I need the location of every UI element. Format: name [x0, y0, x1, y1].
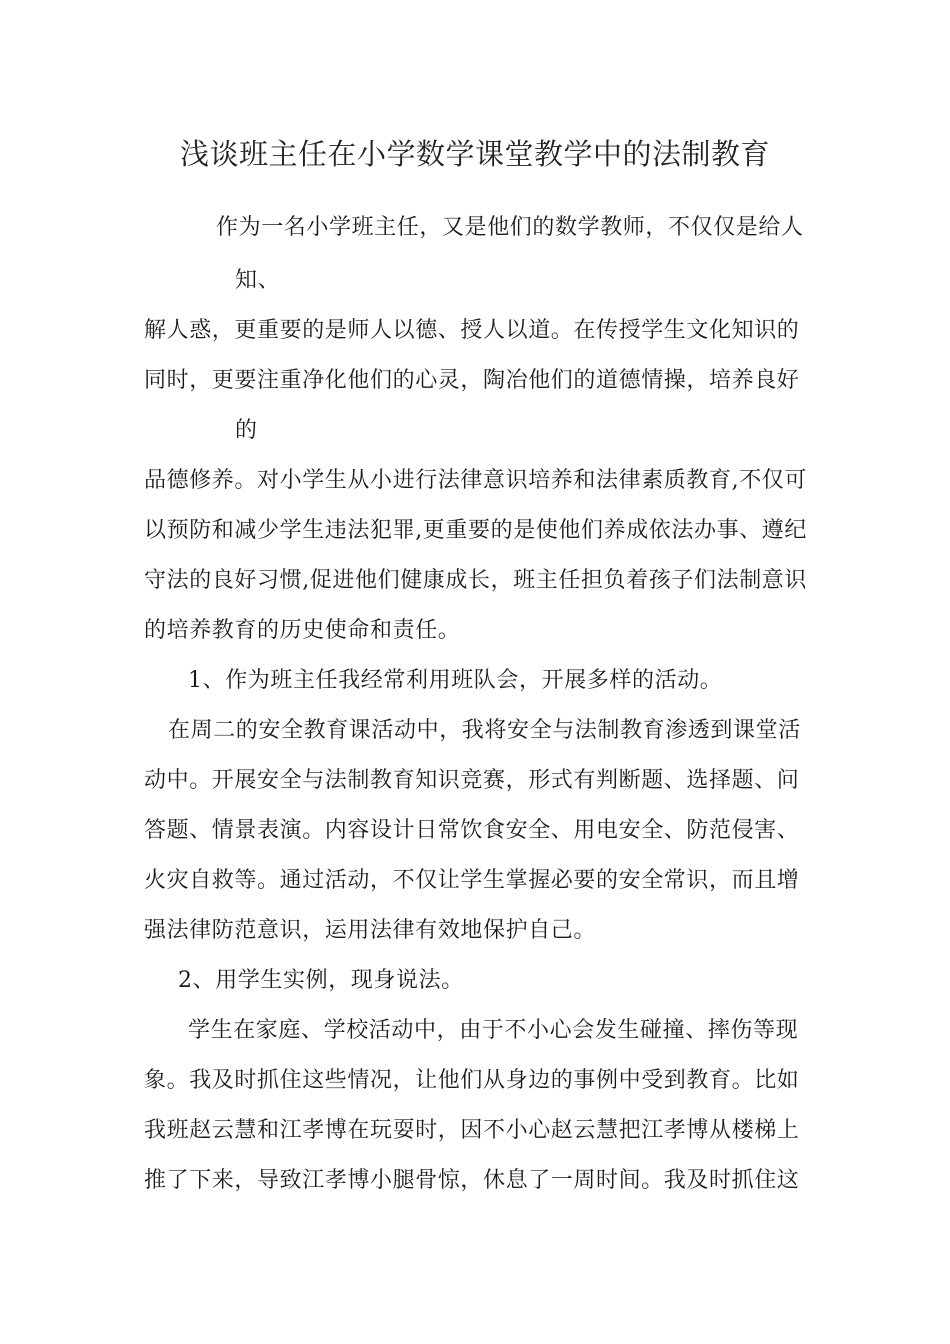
paragraph-line: 解人惑，更重要的是师人以德、授人以道。在传授学生文化知识的	[144, 318, 800, 343]
section-heading-2: 2、用学生实例，现身说法。	[178, 968, 464, 993]
paragraph-line: 同时，更要注重净化他们的心灵，陶冶他们的道德情操，培养良好	[144, 368, 800, 393]
paragraph-line: 的培养教育的历史使命和责任。	[144, 618, 461, 643]
paragraph-line: 推了下来，导致江孝博小腿骨惊，休息了一周时间。我及时抓住这	[144, 1168, 800, 1193]
paragraph-line: 知、	[235, 268, 281, 293]
paragraph-line: 以预防和减少学生违法犯罪,更重要的是使他们养成依法办事、遵纪	[144, 518, 807, 543]
paragraph-line: 答题、情景表演。内容设计日常饮食安全、用电安全、防范侵害、	[144, 818, 800, 843]
document-title: 浅谈班主任在小学数学课堂教学中的法制教育	[179, 137, 770, 171]
paragraph-line: 守法的良好习惯,促进他们健康成长，班主任担负着孩子们法制意识	[144, 568, 807, 593]
paragraph-line: 强法律防范意识，运用法律有效地保护自己。	[144, 918, 597, 943]
paragraph-line: 动中。开展安全与法制教育知识竞赛，形式有判断题、选择题、问	[144, 768, 800, 793]
paragraph-line: 品德修养。对小学生从小进行法律意识培养和法律素质教育,不仅可	[144, 468, 807, 493]
paragraph-line: 在周二的安全教育课活动中，我将安全与法制教育渗透到课堂活	[168, 718, 801, 743]
paragraph-line: 火灾自救等。通过活动，不仅让学生掌握必要的安全常识，而且增	[144, 868, 800, 893]
paragraph-line: 象。我及时抓住这些情况，让他们从身边的事例中受到教育。比如	[144, 1068, 800, 1093]
paragraph-line: 的	[235, 418, 258, 443]
paragraph-line: 作为一名小学班主任，又是他们的数学教师，不仅仅是给人	[216, 215, 804, 240]
paragraph-line: 我班赵云慧和江孝博在玩耍时，因不小心赵云慧把江孝博从楼梯上	[144, 1118, 800, 1143]
section-heading-1: 1、作为班主任我经常利用班队会，开展多样的活动。	[188, 668, 723, 693]
paragraph-line: 学生在家庭、学校活动中，由于不小心会发生碰撞、摔伤等现	[188, 1018, 799, 1043]
